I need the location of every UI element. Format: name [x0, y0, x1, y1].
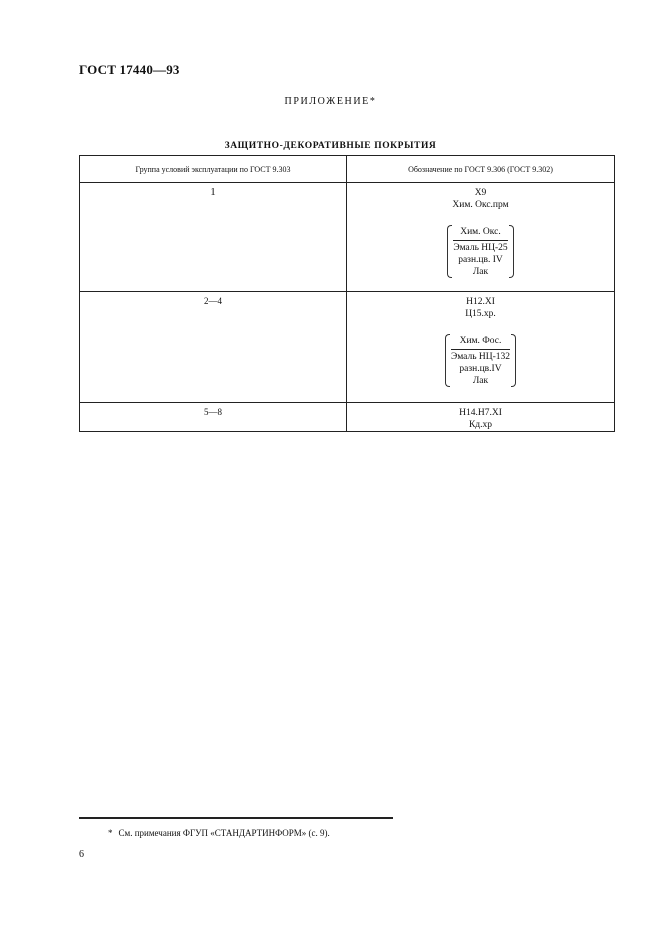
- page-number: 6: [79, 849, 84, 860]
- appendix-heading: ПРИЛОЖЕНИЕ*: [284, 96, 377, 107]
- braced-line: Эмаль НЦ-25: [453, 243, 508, 253]
- braced-line: разн.цв. IV: [458, 255, 503, 265]
- footnote-rule: [79, 817, 393, 819]
- group-value: 1: [210, 186, 216, 198]
- designation-line: Кд.хр: [468, 420, 493, 430]
- group-value: 2—4: [204, 296, 222, 306]
- group-cell: [80, 292, 347, 403]
- braced-line: Эмаль НЦ-132: [450, 352, 511, 362]
- coatings-table: [79, 155, 615, 432]
- left-brace: [445, 334, 450, 387]
- braced-denominator: [453, 241, 507, 278]
- footnote-marker: *: [108, 828, 113, 838]
- right-brace: [511, 334, 516, 387]
- table-row: [80, 183, 615, 292]
- table-row: [80, 292, 615, 403]
- designation-cell: [347, 292, 615, 403]
- braced-numerator: Хим. Окс.: [453, 225, 507, 241]
- column-header-designation: Обозначение по ГОСТ 9.306 (ГОСТ 9.302): [347, 156, 615, 183]
- designation-line: X9: [474, 188, 487, 198]
- left-brace: [447, 225, 452, 278]
- braced-designation: [447, 225, 513, 278]
- group-value: 5—8: [204, 407, 222, 417]
- table-title: ЗАЩИТНО-ДЕКОРАТИВНЫЕ ПОКРЫТИЯ: [224, 141, 437, 151]
- designation-cell: [347, 183, 615, 292]
- braced-line: Лак: [472, 376, 489, 386]
- footnote: [108, 828, 330, 838]
- braced-designation: [445, 334, 516, 387]
- table-row: [80, 403, 615, 432]
- designation-cell: [347, 403, 615, 432]
- column-header-group: Группа условий эксплуатации по ГОСТ 9.303: [80, 156, 347, 183]
- designation-line: Ц15.хр.: [465, 309, 496, 319]
- designation-line: Н14.Н7.XI: [459, 408, 502, 418]
- document-id: ГОСТ 17440—93: [79, 62, 180, 77]
- group-cell: [80, 183, 347, 292]
- right-brace: [509, 225, 514, 278]
- braced-denominator: [451, 350, 510, 387]
- designation-line: Н12.XI: [466, 297, 495, 307]
- braced-line: Лак: [472, 267, 489, 277]
- group-cell: [80, 403, 347, 432]
- table-header-row: [80, 156, 615, 183]
- designation-line: Хим. Окс.прм: [452, 200, 509, 210]
- braced-line: разн.цв.IV: [459, 364, 502, 374]
- braced-numerator: Хим. Фос.: [451, 334, 510, 350]
- footnote-text: См. примечания ФГУП «СТАНДАРТИНФОРМ» (с. 9).: [118, 828, 330, 838]
